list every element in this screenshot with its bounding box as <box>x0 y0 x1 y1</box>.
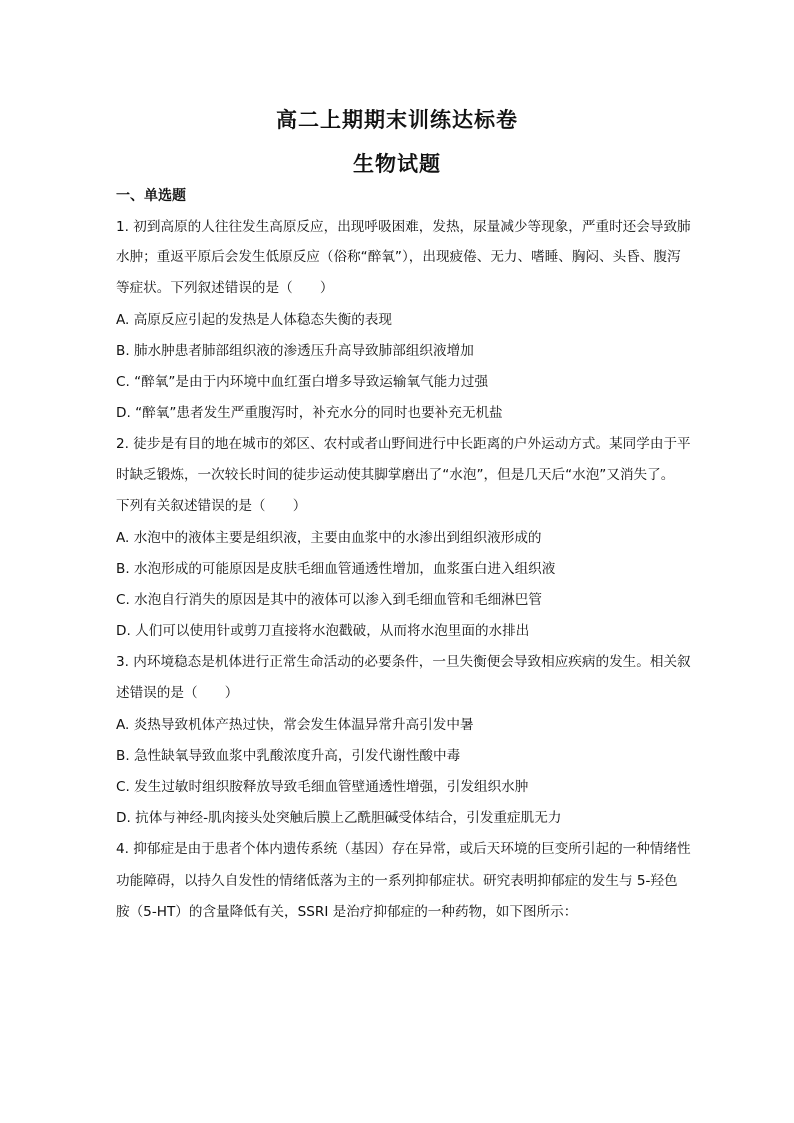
question-3-option-c: C. 发生过敏时组织胺释放导致毛细血管壁通透性增强，引发组织水肿 <box>116 779 529 795</box>
question-2-line-2: 时缺乏锻炼，一次较长时间的徒步运动使其脚掌磨出了“水泡”，但是几天后“水泡”又消失了。 <box>116 467 675 483</box>
question-1-option-d: D. “醉氧”患者发生严重腹泻时，补充水分的同时也要补充无机盐 <box>116 405 503 421</box>
question-1-option-a: A. 高原反应引起的发热是人体稳态失衡的表现 <box>116 312 392 328</box>
question-2-line-1: 2. 徒步是有目的地在城市的郊区、农村或者山野间进行中长距离的户外运动方式。某同学由于平 <box>116 436 691 452</box>
document-title: 高二上期期末训练达标卷 <box>276 107 518 132</box>
question-2-option-d: D. 人们可以使用针或剪刀直接将水泡戳破，从而将水泡里面的水排出 <box>116 623 530 639</box>
question-4-line-3: 胺（5-HT）的含量降低有关，SSRI 是治疗抑郁症的一种药物，如下图所示： <box>116 904 578 920</box>
question-2-option-a: A. 水泡中的液体主要是组织液，主要由血浆中的水渗出到组织液形成的 <box>116 530 542 546</box>
question-1-option-b: B. 肺水肿患者肺部组织液的渗透压升高导致肺部组织液增加 <box>116 343 474 359</box>
section-heading: 一、单选题 <box>116 188 186 204</box>
question-2-option-c: C. 水泡自行消失的原因是其中的液体可以渗入到毛细血管和毛细淋巴管 <box>116 592 542 608</box>
question-4-line-1: 4. 抑郁症是由于患者个体内遗传系统（基因）存在异常，或后天环境的巨变所引起的一种情绪性 <box>116 841 691 857</box>
question-3-option-b: B. 急性缺氧导致血浆中乳酸浓度升高，引发代谢性酸中毒 <box>116 748 461 764</box>
question-4-line-2: 功能障碍，以持久自发性的情绪低落为主的一系列抑郁症状。研究表明抑郁症的发生与 5-羟色 <box>116 873 678 889</box>
question-3-line-2: 述错误的是（ ） <box>116 685 239 701</box>
question-2-option-b: B. 水泡形成的可能原因是皮肤毛细血管通透性增加，血浆蛋白进入组织液 <box>116 561 556 577</box>
question-1-line-2: 水肿；重返平原后会发生低原反应（俗称“醉氧”），出现疲倦、无力、嗜睡、胸闷、头昏、腹泻 <box>116 249 681 265</box>
document-subtitle: 生物试题 <box>353 151 441 176</box>
question-3-line-1: 3. 内环境稳态是机体进行正常生命活动的必要条件，一旦失衡便会导致相应疾病的发生。相关叙 <box>116 654 691 670</box>
question-1-option-c: C. “醉氧”是由于内环境中血红蛋白增多导致运输氧气能力过强 <box>116 374 489 390</box>
question-2-line-3: 下列有关叙述错误的是（ ） <box>116 498 307 514</box>
question-1-line-1: 1. 初到高原的人往往发生高原反应，出现呼吸困难，发热，尿量减少等现象，严重时还会导致肺 <box>116 219 691 235</box>
question-1-line-3: 等症状。下列叙述错误的是（ ） <box>116 280 334 296</box>
question-3-option-a: A. 炎热导致机体产热过快，常会发生体温异常升高引发中暑 <box>116 717 474 733</box>
question-3-option-d: D. 抗体与神经-肌肉接头处突触后膜上乙酰胆碱受体结合，引发重症肌无力 <box>116 810 562 826</box>
